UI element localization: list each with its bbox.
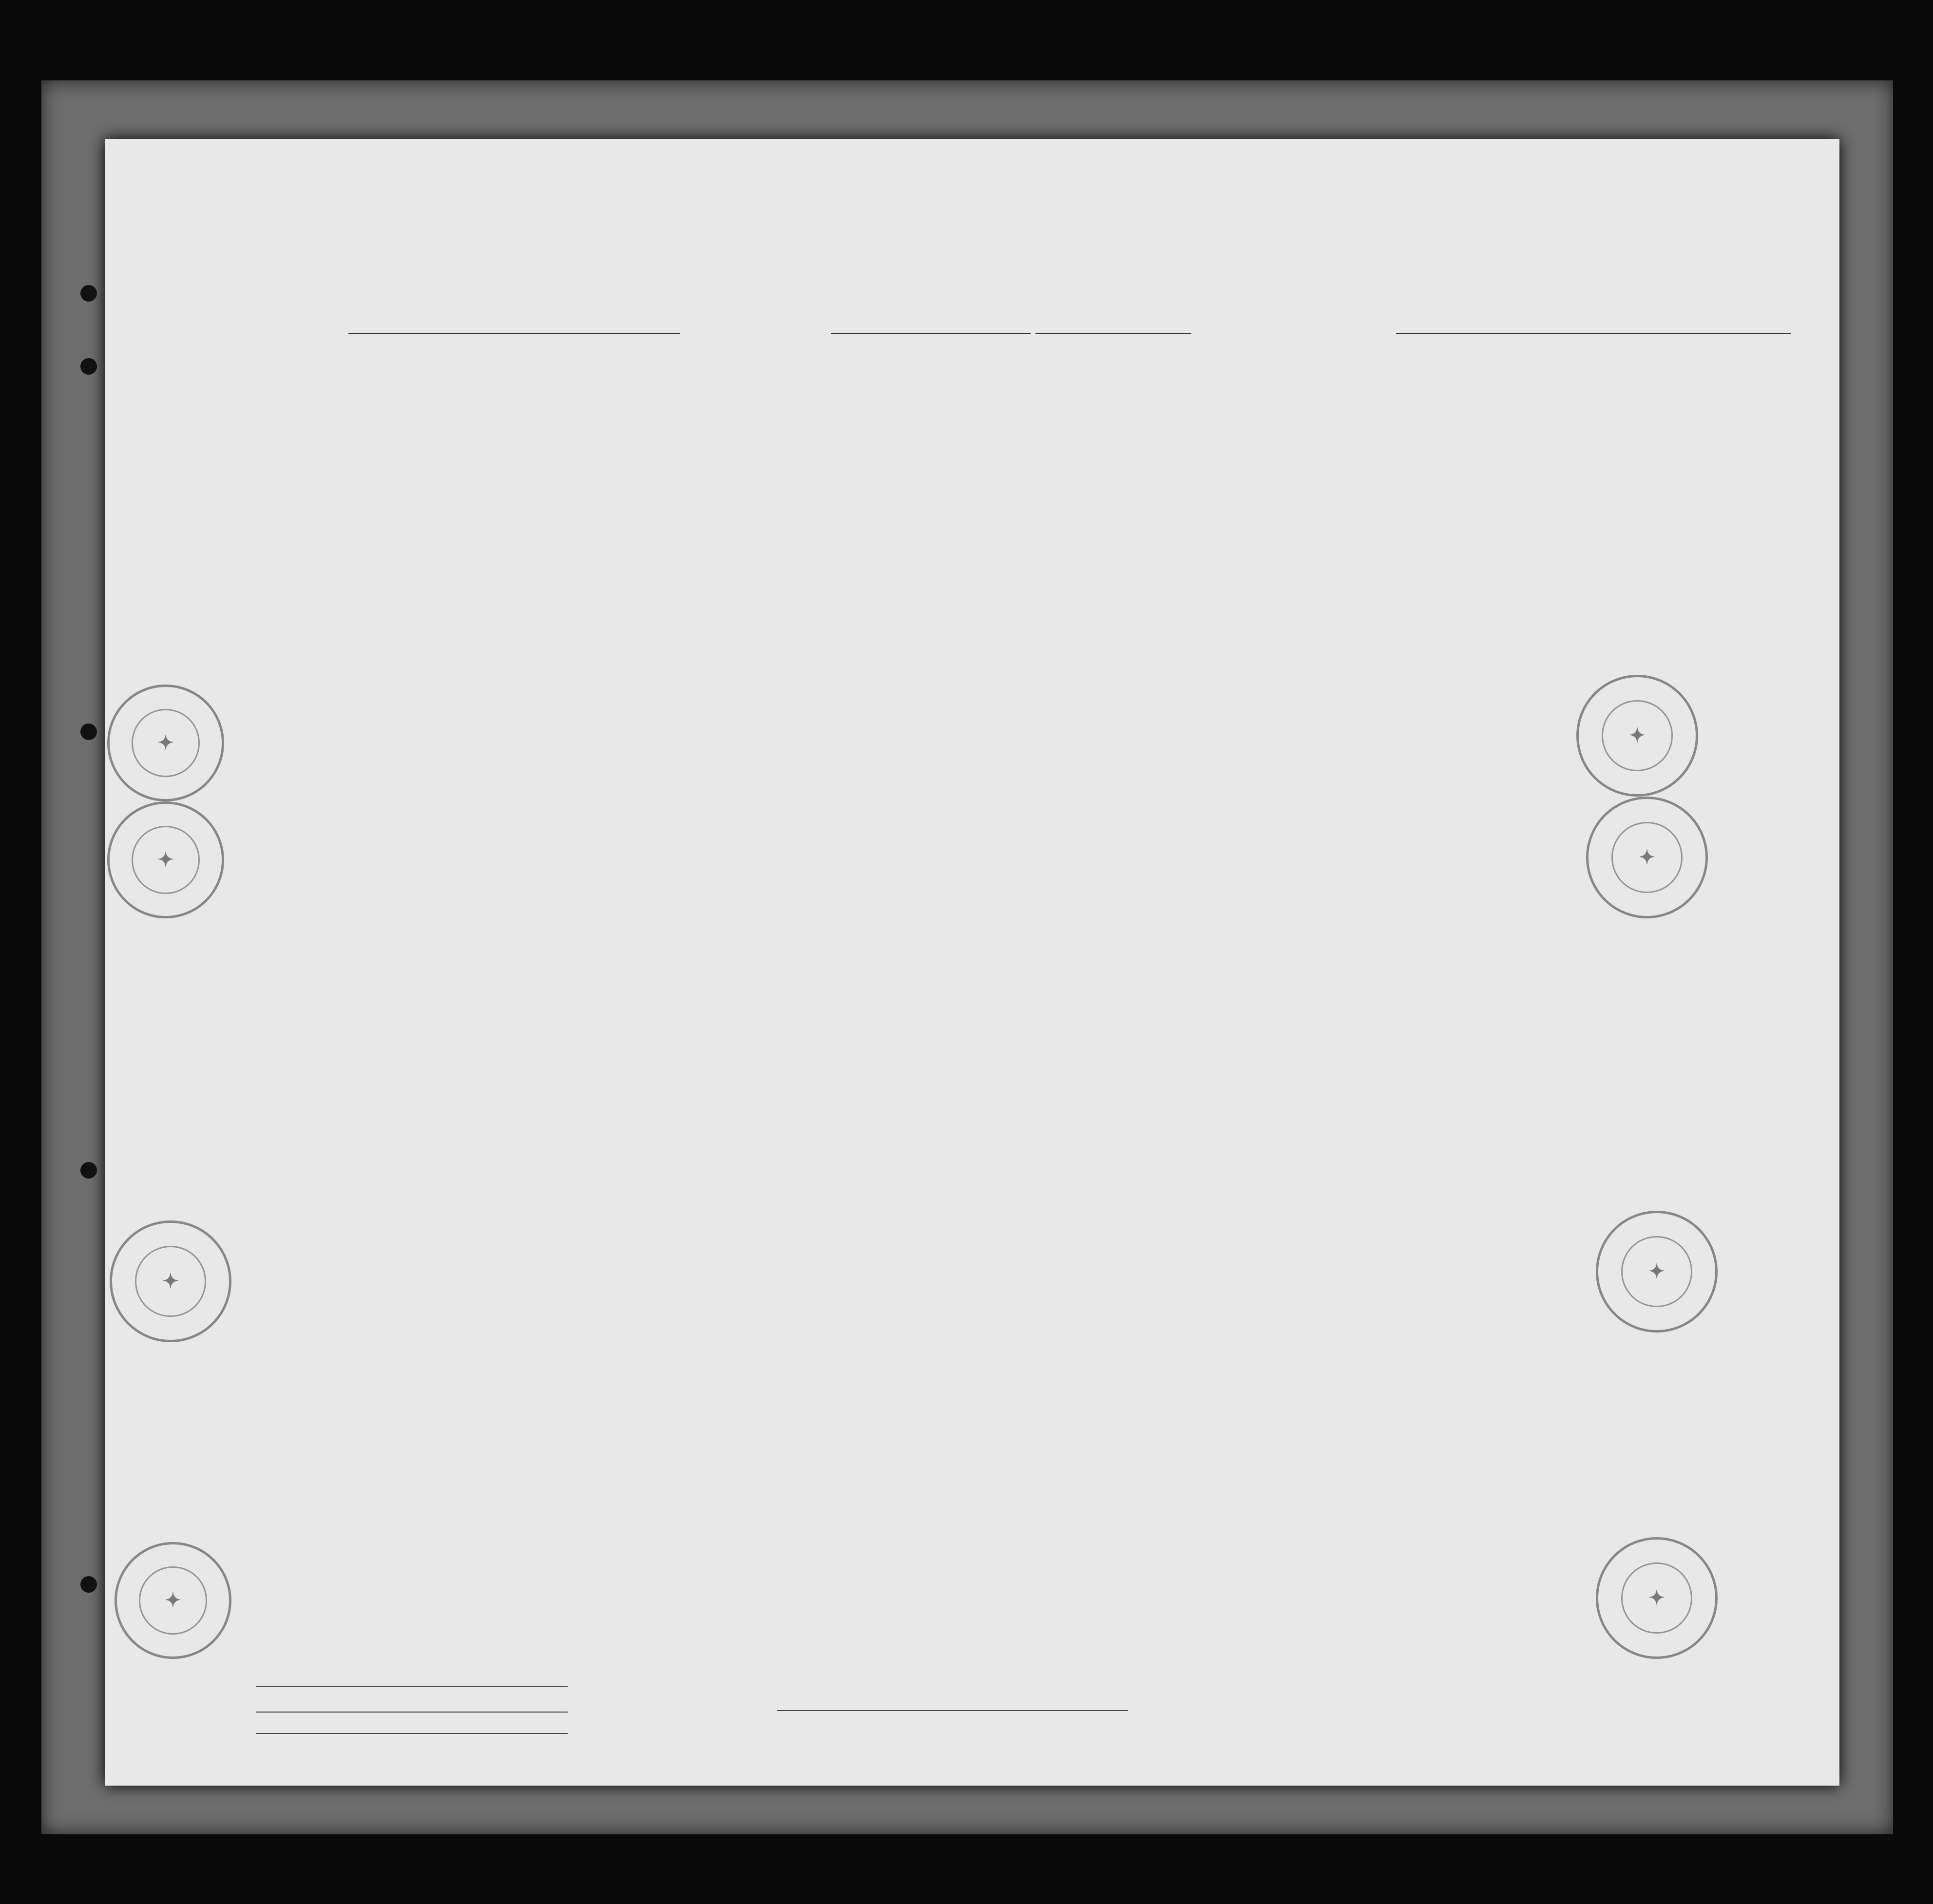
consulate-stamp-2 (107, 801, 224, 918)
eagle-seal-icon: ✦ (1621, 1236, 1692, 1307)
eagle-seal-icon: ✦ (132, 826, 199, 894)
consulate-stamp-8 (1596, 1537, 1718, 1659)
signature-rule (777, 1710, 1128, 1711)
consulate-stamp-5 (110, 1220, 231, 1342)
eagle-seal-icon: ✦ (1621, 1562, 1692, 1633)
eagle-seal-icon: ✦ (135, 1246, 206, 1316)
manifest-sheet (105, 139, 1839, 1786)
binder-hole (80, 358, 97, 375)
consulate-stamp-3 (1576, 675, 1698, 797)
owners-rule (256, 1712, 568, 1713)
line-rule (256, 1686, 568, 1687)
eagle-seal-icon: ✦ (1602, 700, 1672, 771)
eagle-seal-icon: ✦ (1611, 822, 1682, 893)
consulate-stamp-6 (1596, 1211, 1718, 1333)
binder-hole (80, 1576, 97, 1593)
consulate-stamp-1 (107, 685, 224, 801)
footer (105, 1649, 1839, 1776)
binder-hole (80, 724, 97, 740)
manifest-table (105, 139, 1839, 1786)
consulate-stamp-4 (1586, 797, 1708, 918)
eagle-seal-icon: ✦ (139, 1566, 207, 1634)
consulate-stamp-7 (115, 1542, 231, 1659)
binder-hole (80, 285, 97, 302)
eagle-seal-icon: ✦ (132, 709, 199, 777)
binder-hole (80, 1162, 97, 1179)
agents-rule (256, 1733, 568, 1734)
